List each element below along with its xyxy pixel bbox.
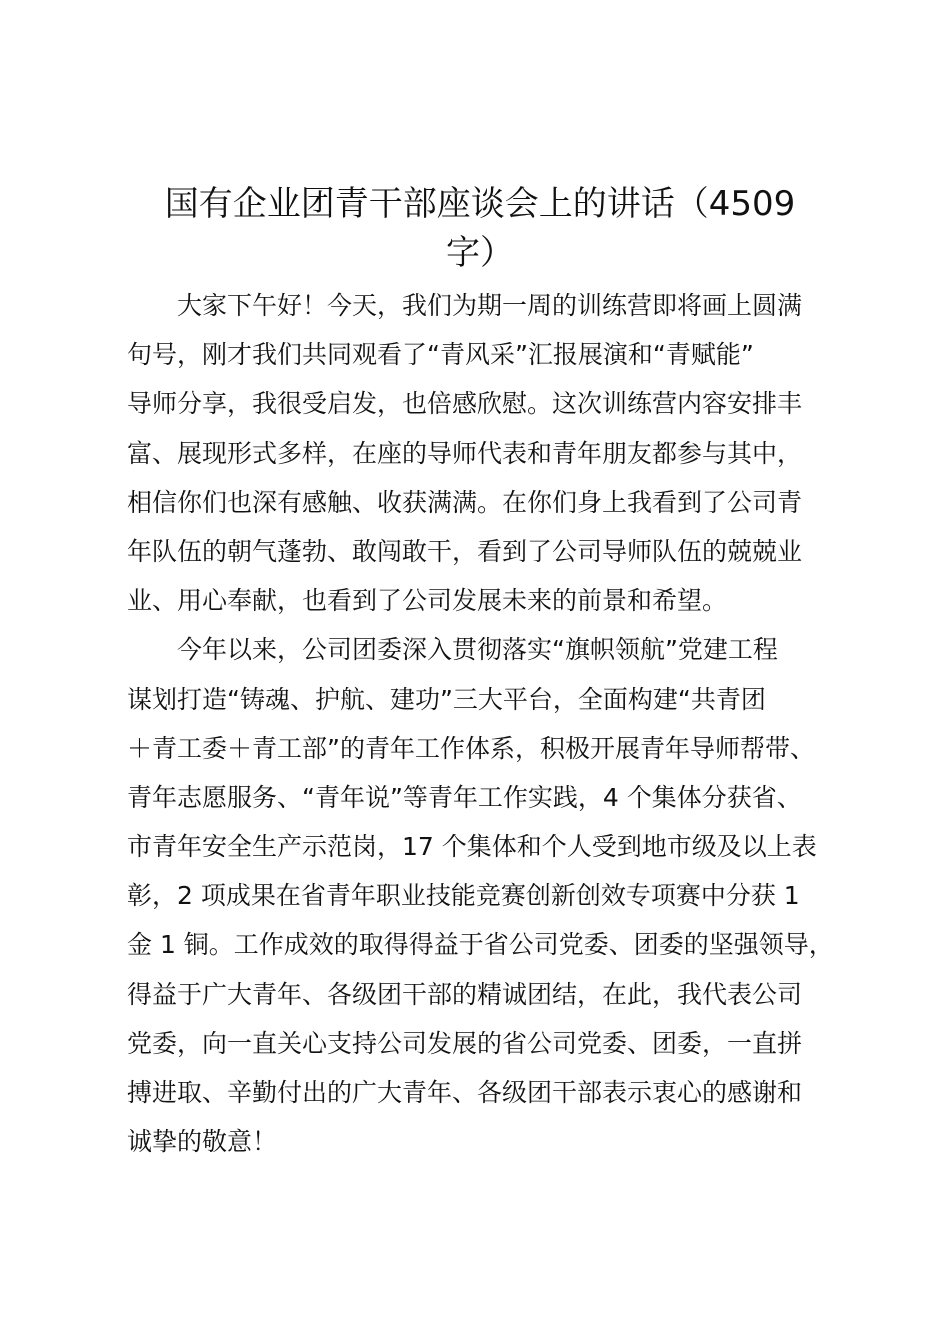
document-title — [130, 180, 830, 278]
title-line: 字） — [446, 233, 514, 274]
paragraph — [127, 625, 855, 1166]
paragraph-line: 大家下午好！今天，我们为期一周的训练营即将画上圆满 — [177, 291, 803, 320]
paragraph-line: 市青年安全生产示范岗，17 个集体和个人受到地市级及以上表 — [127, 832, 817, 862]
paragraph-line: 业、用心奉献，也看到了公司发展未来的前景和希望。 — [127, 586, 728, 616]
paragraph-line: 金 1 铜。工作成效的取得得益于省公司党委、团委的坚强领导， — [127, 930, 834, 960]
paragraph-line: 相信你们也深有感触、收获满满。在你们身上我看到了公司青 — [127, 487, 803, 517]
title-line: 国有企业团青干部座谈会上的讲话（4509 — [164, 184, 796, 224]
paragraph-line: 今年以来，公司团委深入贯彻落实“旗帜领航”党建工程 — [177, 635, 778, 665]
paragraph-line: 诚挚的敬意！ — [127, 1127, 278, 1157]
paragraph — [127, 281, 855, 625]
paragraph-line: 搏进取、辛勤付出的广大青年、各级团干部表示衷心的感谢和 — [127, 1078, 803, 1107]
paragraph-line: 青年志愿服务、“青年说”等青年工作实践，4 个集体分获省、 — [127, 782, 802, 812]
paragraph-line: 党委，向一直关心支持公司发展的省公司党委、团委，一直拼 — [127, 1028, 803, 1058]
paragraph-line: 句号，刚才我们共同观看了“青风采”汇报展演和“青赋能” — [127, 340, 754, 370]
paragraph-line: 彰，2 项成果在省青年职业技能竞赛创新创效专项赛中分获 1 — [127, 881, 800, 911]
paragraph-line: 年队伍的朝气蓬勃、敢闯敢干，看到了公司导师队伍的兢兢业 — [127, 536, 803, 566]
paragraph-line: 谋划打造“铸魂、护航、建功”三大平台，全面构建“共青团 — [127, 684, 766, 714]
paragraph-line: 富、展现形式多样，在座的导师代表和青年朋友都参与其中， — [127, 438, 803, 468]
paragraph-line: ＋青工委＋青工部”的青年工作体系，积极开展青年导师帮带、 — [127, 733, 815, 763]
paragraph-line: 得益于广大青年、各级团干部的精诚团结，在此，我代表公司 — [127, 979, 803, 1009]
document-body — [127, 281, 855, 1166]
paragraph-line: 导师分享，我很受启发，也倍感欣慰。这次训练营内容安排丰 — [127, 389, 803, 419]
